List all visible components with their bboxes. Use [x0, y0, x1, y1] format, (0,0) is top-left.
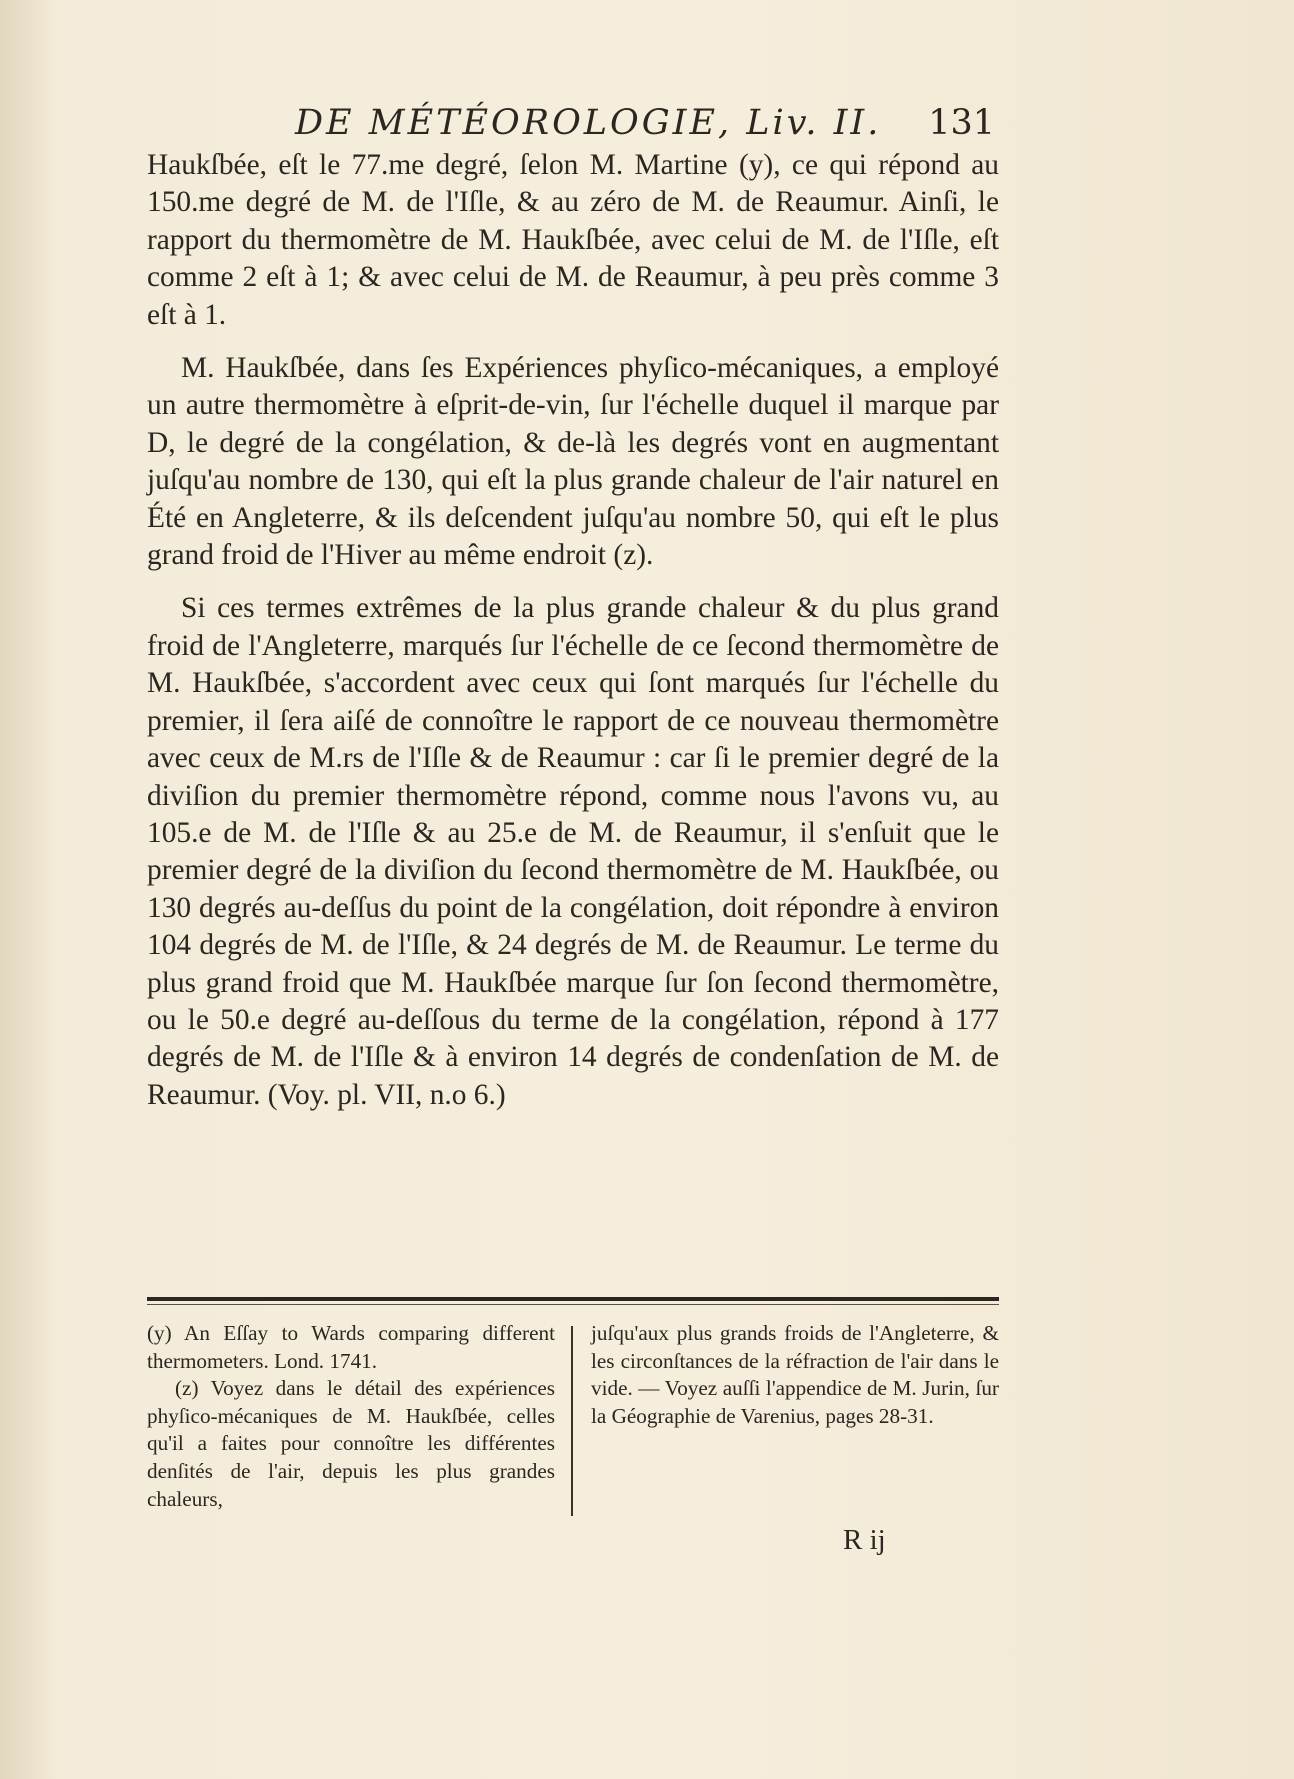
running-title: DE MÉTÉOROLOGIE, Liv. II. [295, 103, 882, 143]
paragraph-1: Haukſbée, eſt le 77.me degré, ſelon M. Martine (y), ce qui répond au 150.me degré de M. de l'Iſle, & au zéro de M. de Reaumur. Ainſi, le rapport du thermomètre de M. Haukſbée, avec celui de M. de l'Iſle, eſt comme 2 eſt à 1; & avec celui de M. de Reaumur, à peu près comme 3 eſt à 1. [147, 149, 999, 331]
page-header [295, 98, 995, 148]
paragraph-2: M. Haukſbée, dans ſes Expériences phyſico-mécaniques, a employé un autre thermomètre à eſprit-de-vin, ſur l'échelle duquel il marque par D, le degré de la congélation, & de-là les degrés vont en augmentant juſqu'au nombre de 130, qui eſt la plus grande chaleur de l'air naturel en Été en Angleterre, & ils deſcendent juſqu'au nombre 50, qui eſt le plus grand froid de l'Hiver au même endroit (z). [147, 352, 999, 572]
footnote-rule-thin [147, 1304, 999, 1305]
footnote-y: (y) An Eſſay to Wards comparing different thermometers. Lond. 1741. [147, 1321, 555, 1373]
signature-mark: R ij [843, 1524, 886, 1556]
footnote-column-divider [571, 1326, 573, 1516]
page-number: 131 [928, 103, 995, 143]
body-text [147, 147, 999, 1114]
footnote-z-continued: juſqu'aux plus grands froids de l'Angleterre, & les circonſtances de la réfraction de l'air dans le vide. — Voyez auſſi l'appendice de M. Jurin, ſur la Géographie de Varenius, pages 28-31. [591, 1321, 999, 1428]
footnote-rule [147, 1297, 999, 1301]
footnotes [147, 1320, 999, 1525]
footnote-z: (z) Voyez dans le détail des expériences phyſico-mécaniques de M. Haukſbée, celles qu'il a faites pour connoître les différentes denſités de l'air, depuis les plus grandes chaleurs, [147, 1376, 555, 1511]
footnote-column-left [147, 1320, 555, 1513]
paragraph-3: Si ces termes extrêmes de la plus grande chaleur & du plus grand froid de l'Angleterre, marqués ſur l'échelle de ce ſecond thermomètre de M. Haukſbée, s'accordent avec ceux qui ſont marqués ſur l'échelle du premier, il ſera aiſé de connoître le rapport de ce nouveau thermomètre avec ceux de M.rs de l'Iſle & de Reaumur : car ſi le premier degré de la diviſion du premier thermomètre répond, comme nous l'avons vu, au 105.e de M. de l'Iſle & au 25.e de M. de Reaumur, il s'enſuit que le premier degré de la diviſion du ſecond thermomètre de M. Haukſbée, ou 130 degrés au-deſſus du point de la congélation, doit répondre à environ 104 degrés de M. de l'Iſle, & 24 degrés de M. de Reaumur. Le terme du plus grand froid que M. Haukſbée marque ſur ſon ſecond thermomètre, ou le 50.e degré au-deſſous du terme de la congélation, répond à 177 degrés de M. de l'Iſle & à environ 14 degrés de condenſation de M. de Reaumur. (Voy. pl. VII, n.o 6.) [147, 592, 999, 1111]
footnote-column-right [591, 1320, 999, 1430]
